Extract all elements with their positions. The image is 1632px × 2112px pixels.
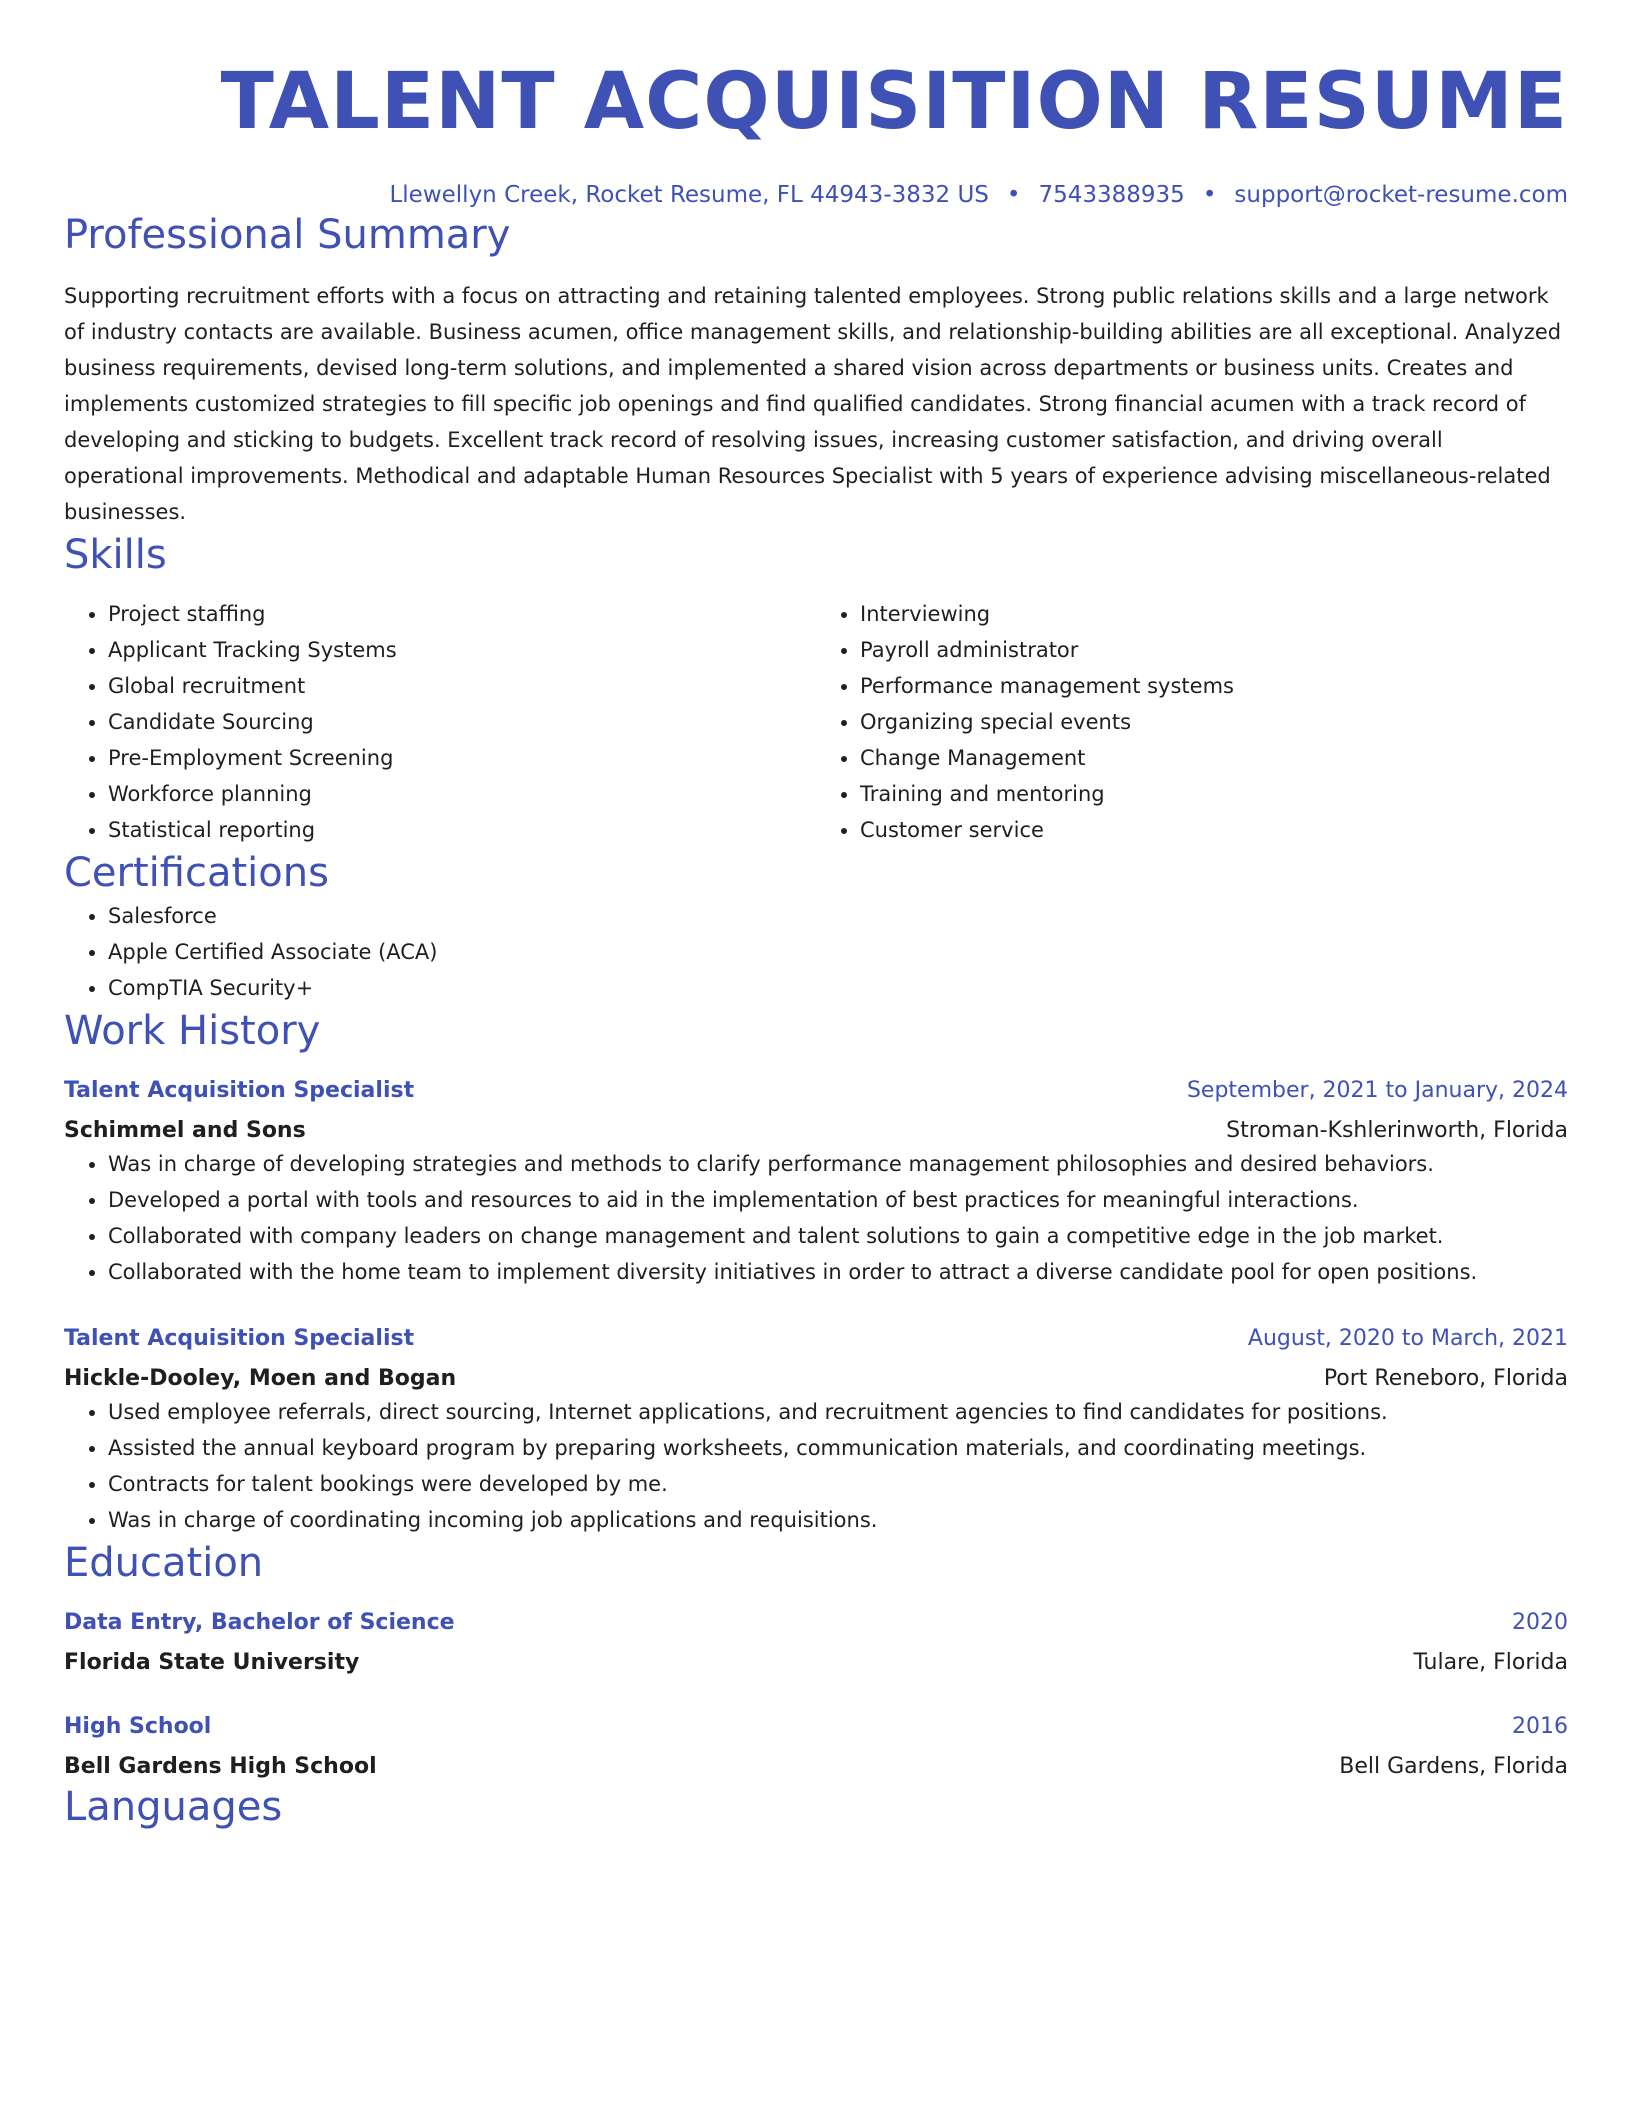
- contact-email[interactable]: support@rocket-resume.com: [1234, 182, 1568, 208]
- education-entry: [64, 1712, 1568, 1782]
- work-entry-subheader: [64, 1354, 1568, 1394]
- skills-section: [64, 530, 1568, 848]
- certification-item: • Salesforce: [108, 898, 1568, 934]
- job-bullet: • Was in charge of developing strategies and methods to clarify performance management philosophies and desired behaviors.: [108, 1146, 1568, 1182]
- skill-item: • Candidate Sourcing: [108, 704, 816, 740]
- company-name: Hickle-Dooley, Moen and Bogan: [64, 1366, 457, 1391]
- contact-address: Llewellyn Creek, Rocket Resume, FL 44943-3832 US: [389, 182, 989, 208]
- work-entry-header: [64, 1076, 1568, 1106]
- contact-separator: •: [1202, 182, 1217, 208]
- contact-separator: •: [1006, 182, 1021, 208]
- skills-list-left: [64, 596, 816, 848]
- work-history-heading: Work History: [64, 1008, 321, 1054]
- work-entry-subheader: [64, 1106, 1568, 1146]
- degree-name: Data Entry, Bachelor of Science: [64, 1610, 455, 1635]
- certifications-heading: Certifications: [64, 850, 329, 896]
- summary-text: Supporting recruitment efforts with a focus on attracting and retaining talented employees. Strong public relations skills and a large network of industry contacts are available. Business acumen, office management skills, and relationship-building abilities are all exceptional. Analyzed business requirements, devised long-term solutions, and implemented a shared vision across departments or business units. Creates and implements customized strategies to fill specific job openings and find qualified candidates. Strong financial acumen with a track record of developing and sticking to budgets. Excellent track record of resolving issues, increasing customer satisfaction, and driving overall operational improvements. Methodical and adaptable Human Resources Specialist with 5 years of experience advising miscellaneous-related businesses.: [64, 284, 1562, 524]
- certifications-list: [64, 898, 1568, 1006]
- work-history-section: [64, 1006, 1568, 1538]
- work-entry: [64, 1076, 1568, 1290]
- work-entry-header: [64, 1324, 1568, 1354]
- skill-item: • Project staffing: [108, 596, 816, 632]
- skill-item: • Statistical reporting: [108, 812, 816, 848]
- skill-item: • Organizing special events: [860, 704, 1568, 740]
- skill-item: • Customer service: [860, 812, 1568, 848]
- certification-item: • Apple Certified Associate (ACA): [108, 934, 1568, 970]
- job-bullet: • Developed a portal with tools and resources to aid in the implementation of best practices for meaningful interactions.: [108, 1182, 1568, 1218]
- job-location: Stroman-Kshlerinworth, Florida: [1226, 1118, 1568, 1143]
- job-bullet: • Was in charge of coordinating incoming job applications and requisitions.: [108, 1502, 1568, 1538]
- education-entry: [64, 1608, 1568, 1678]
- graduation-year: 2020: [1512, 1610, 1568, 1635]
- skill-item: • Workforce planning: [108, 776, 816, 812]
- skill-item: • Pre-Employment Screening: [108, 740, 816, 776]
- skills-columns: [64, 596, 1568, 848]
- skill-item: • Interviewing: [860, 596, 1568, 632]
- education-heading: Education: [64, 1540, 264, 1586]
- job-title: Talent Acquisition Specialist: [64, 1078, 415, 1103]
- job-bullets: [64, 1146, 1568, 1290]
- contact-line: [64, 180, 1568, 210]
- summary-section: [64, 210, 1568, 530]
- job-bullet: • Assisted the annual keyboard program by preparing worksheets, communication materials, and coordinating meetings.: [108, 1430, 1568, 1466]
- job-bullets: [64, 1394, 1568, 1538]
- job-dates: September, 2021 to January, 2024: [1186, 1078, 1568, 1103]
- languages-section: [64, 1782, 1568, 1832]
- skills-heading: Skills: [64, 532, 167, 578]
- job-dates: August, 2020 to March, 2021: [1247, 1326, 1568, 1351]
- job-location: Port Reneboro, Florida: [1323, 1366, 1568, 1391]
- job-title: Talent Acquisition Specialist: [64, 1326, 415, 1351]
- skill-item: • Global recruitment: [108, 668, 816, 704]
- skill-item: • Change Management: [860, 740, 1568, 776]
- resume-header: [64, 0, 1568, 210]
- education-entry-header: [64, 1608, 1568, 1638]
- skill-item: • Applicant Tracking Systems: [108, 632, 816, 668]
- school-name: Bell Gardens High School: [64, 1754, 377, 1779]
- certifications-section: [64, 848, 1568, 1006]
- education-section: [64, 1538, 1568, 1782]
- skill-item: • Training and mentoring: [860, 776, 1568, 812]
- job-bullet: • Collaborated with the home team to implement diversity initiatives in order to attract a diverse candidate pool for open positions.: [108, 1254, 1568, 1290]
- graduation-year: 2016: [1512, 1714, 1568, 1739]
- education-entry-subheader: [64, 1638, 1568, 1678]
- languages-heading: Languages: [64, 1784, 283, 1830]
- resume-name: TALENT ACQUISITION RESUME: [220, 57, 1568, 147]
- education-entry-header: [64, 1712, 1568, 1742]
- skill-item: • Payroll administrator: [860, 632, 1568, 668]
- work-entry: [64, 1324, 1568, 1538]
- contact-phone: 7543388935: [1038, 182, 1185, 208]
- skills-list-right: [816, 596, 1568, 848]
- school-location: Bell Gardens, Florida: [1339, 1754, 1568, 1779]
- school-name: Florida State University: [64, 1650, 360, 1675]
- degree-name: High School: [64, 1714, 212, 1739]
- summary-heading: Professional Summary: [64, 212, 511, 258]
- job-bullet: • Contracts for talent bookings were developed by me.: [108, 1466, 1568, 1502]
- company-name: Schimmel and Sons: [64, 1118, 306, 1143]
- skill-item: • Performance management systems: [860, 668, 1568, 704]
- job-bullet: • Used employee referrals, direct sourcing, Internet applications, and recruitment agencies to find candidates for positions.: [108, 1394, 1568, 1430]
- school-location: Tulare, Florida: [1413, 1650, 1568, 1675]
- education-entry-subheader: [64, 1742, 1568, 1782]
- certification-item: • CompTIA Security+: [108, 970, 1568, 1006]
- job-bullet: • Collaborated with company leaders on change management and talent solutions to gain a competitive edge in the job market.: [108, 1218, 1568, 1254]
